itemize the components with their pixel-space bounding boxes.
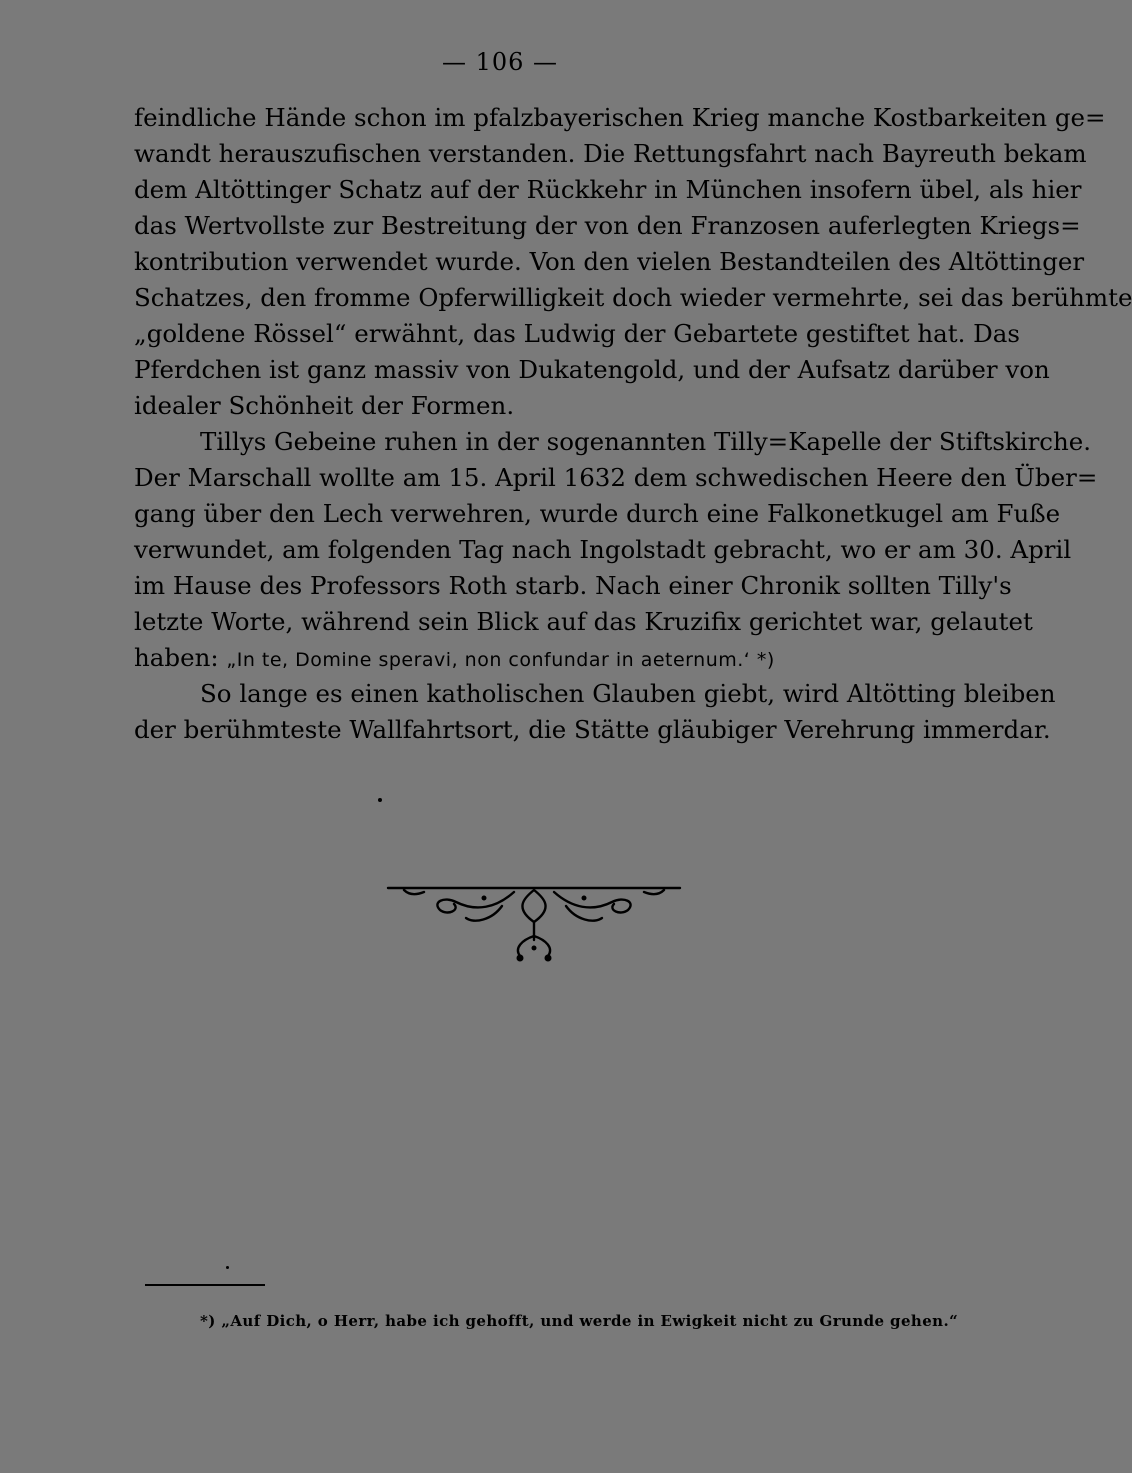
text-line: Schatzes, den fromme Opferwilligkeit doch wieder vermehrte, sei das berühmte xyxy=(134,283,1132,312)
text-line: gang über den Lech verwehren, wurde durch eine Falkonetkugel am Fuße xyxy=(134,499,1061,528)
latin-quote: „In te, Domine speravi, non confundar in aeternum.‘ *) xyxy=(226,649,775,671)
text-line: das Wertvollste zur Bestreitung der von den Franzosen auferlegten Kriegs= xyxy=(134,211,1081,240)
text-line: letzte Worte, während sein Blick auf das Kruzifix gerichtet war, gelautet xyxy=(134,607,1033,636)
text-line: feindliche Hände schon im pfalzbayerischen Krieg manche Kostbarkeiten ge= xyxy=(134,103,1106,132)
speck-mark xyxy=(226,1266,229,1269)
text-line: So lange es einen katholischen Glauben giebt, wird Altötting bleiben xyxy=(200,679,1056,708)
text-line: im Hause des Professors Roth starb. Nach einer Chronik sollten Tilly's xyxy=(134,571,1012,600)
text-line: Tillys Gebeine ruhen in der sogenannten Tilly=Kapelle der Stiftskirche. xyxy=(200,427,1092,456)
footnote: *) „Auf Dich, o Herr, habe ich gehofft, und werde in Ewigkeit nicht zu Grunde gehen.“ xyxy=(200,1312,959,1330)
text-line: idealer Schönheit der Formen. xyxy=(134,391,515,420)
body-text xyxy=(134,100,1132,748)
text-line: wandt herauszufischen verstanden. Die Rettungsfahrt nach Bayreuth bekam xyxy=(134,139,1087,168)
quote-line xyxy=(134,640,934,676)
page-number: — 106 — xyxy=(441,48,559,76)
text-line: verwundet, am folgenden Tag nach Ingolstadt gebracht, wo er am 30. April xyxy=(134,535,1072,564)
quote-prefix: haben: xyxy=(134,643,227,672)
text-line: „goldene Rössel“ erwähnt, das Ludwig der Gebartete gestiftet hat. Das xyxy=(134,319,1020,348)
text-line: der berühmteste Wallfahrtsort, die Stätte gläubiger Verehrung immerdar. xyxy=(134,715,1051,744)
ornament-icon xyxy=(384,878,684,968)
text-line: kontribution verwendet wurde. Von den vielen Bestandteilen des Altöttinger xyxy=(134,247,1085,276)
footnote-rule xyxy=(145,1284,265,1286)
text-line: Der Marschall wollte am 15. April 1632 dem schwedischen Heere den Über= xyxy=(134,463,1098,492)
text-line: Pferdchen ist ganz massiv von Dukatengold, und der Aufsatz darüber von xyxy=(134,355,1050,384)
speck-mark xyxy=(378,798,382,802)
text-line: dem Altöttinger Schatz auf der Rückkehr in München insofern übel, als hier xyxy=(134,175,1082,204)
